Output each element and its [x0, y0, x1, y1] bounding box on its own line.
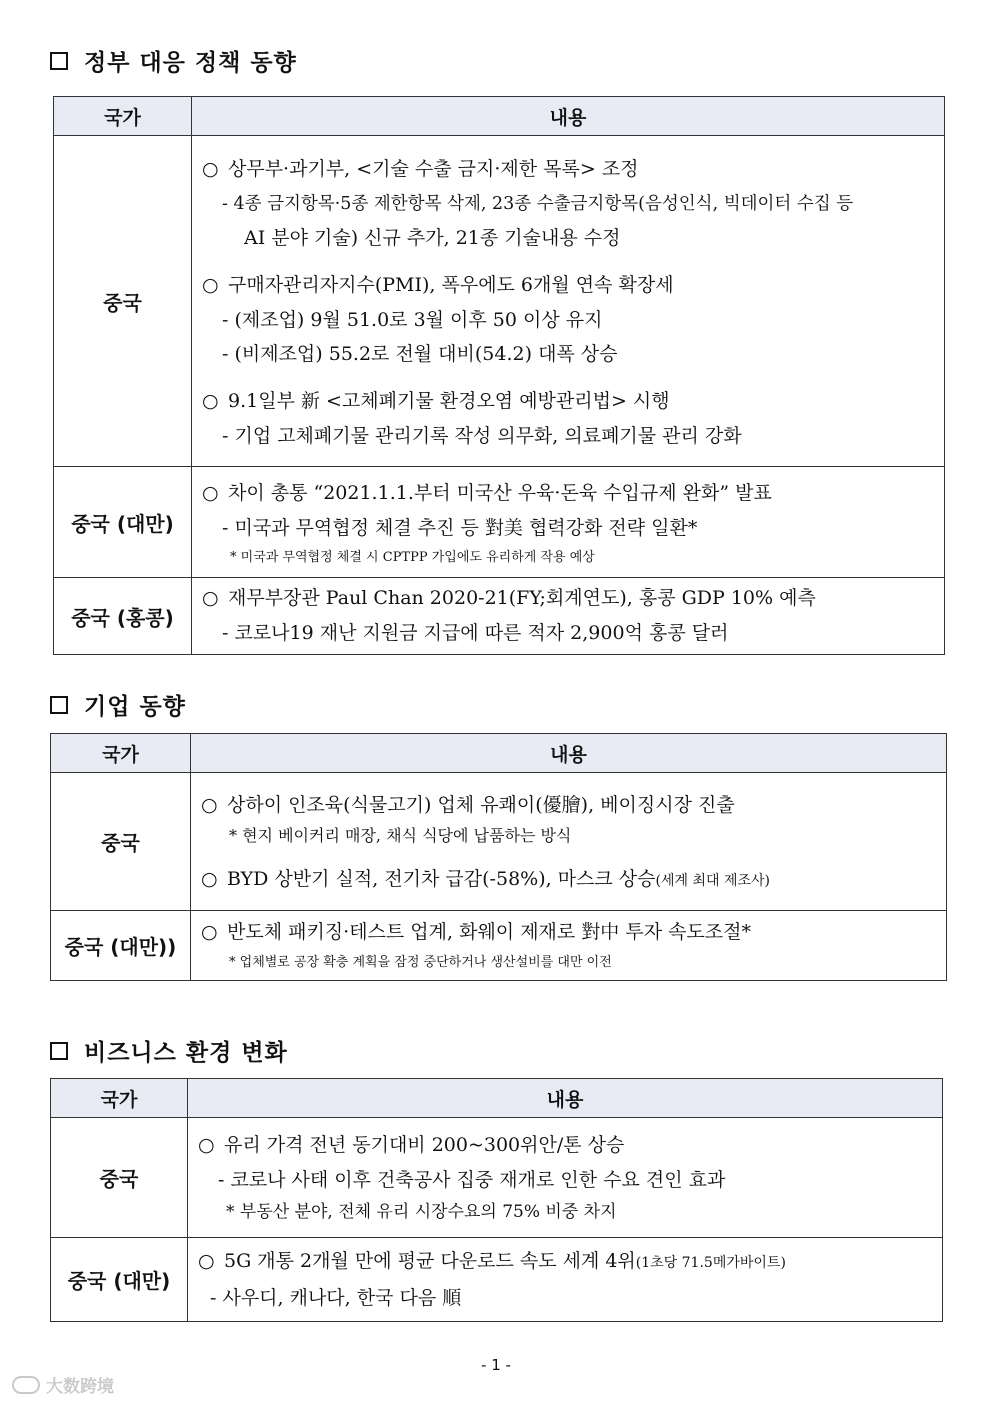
content-cell [192, 136, 945, 467]
circle-bullet-icon: ○ [198, 1133, 215, 1156]
header-content: 내용 [191, 734, 947, 773]
bullet-item: ○ 유리 가격 전년 동기대비 200~300위안/톤 상승 [198, 1129, 934, 1161]
dash-item: - 미국과 무역협정 체결 추진 등 對美 협력강화 전략 일환* [222, 517, 698, 539]
page-number: - 1 - [481, 1356, 511, 1374]
country-cell: 중국 [54, 136, 192, 467]
content-cell [191, 911, 947, 981]
bullet-item: ○ 상무부·과기부, <기술 수출 금지·제한 목록> 조정 [202, 153, 936, 185]
table-row [54, 136, 945, 467]
table-header-row [54, 97, 945, 136]
dash-item: - (비제조업) 55.2로 전월 대비(54.2) 대폭 상승 [222, 343, 618, 365]
circle-bullet-icon: ○ [202, 274, 219, 296]
country-cell: 중국 (대만) [51, 1238, 188, 1322]
circle-bullet-icon: ○ [201, 793, 218, 816]
section-title-business-environment [50, 1034, 288, 1067]
circle-bullet-icon: ○ [201, 920, 218, 943]
country-cell: 중국 [51, 773, 191, 911]
content-cell [188, 1238, 943, 1322]
table-row [54, 578, 945, 655]
country-cell: 중국 [51, 1118, 188, 1238]
header-country: 국가 [54, 97, 192, 136]
header-country: 국가 [51, 734, 191, 773]
content-cell [192, 578, 945, 655]
dash-item: - 코로나 사태 이후 건축공사 집중 재개로 인한 수요 견인 효과 [218, 1168, 726, 1191]
table-header-row [51, 734, 947, 773]
footnote: * 미국과 무역협정 체결 시 CPTPP 가입에도 유리하게 작용 예상 [230, 550, 595, 565]
dash-item: - 코로나19 재난 지원금 지급에 따른 적자 2,900억 홍콩 달러 [222, 622, 729, 644]
business-environment-table [50, 1078, 943, 1322]
table-row [51, 1238, 943, 1322]
footnote: * 업체별로 공장 확충 계획을 잠정 중단하거나 생산설비를 대만 이전 [229, 954, 612, 970]
header-content: 내용 [188, 1079, 943, 1118]
circle-bullet-icon: ○ [198, 1249, 215, 1272]
header-content: 내용 [192, 97, 945, 136]
country-cell: 중국 (대만) [54, 467, 192, 578]
dash-item-continued: AI 분야 기술) 신규 추가, 21종 기술내용 수정 [244, 227, 621, 249]
dash-item: - 사우디, 캐나다, 한국 다음 順 [210, 1286, 462, 1309]
section-title-text: 정부 대응 정책 동향 [84, 49, 297, 76]
bullet-item: ○ 상하이 인조육(식물고기) 업체 유쾌이(優膾), 베이징시장 진출 [201, 789, 938, 821]
content-cell [192, 467, 945, 578]
circle-bullet-icon: ○ [202, 158, 219, 180]
checkbox-square-icon [50, 696, 68, 714]
circle-bullet-icon: ○ [202, 390, 219, 412]
checkbox-square-icon [50, 52, 68, 70]
business-trends-table [50, 733, 947, 981]
table-header-row [51, 1079, 943, 1118]
government-policy-table [53, 96, 945, 655]
header-country: 국가 [51, 1079, 188, 1118]
bullet-item: ○ 5G 개통 2개월 만에 평균 다운로드 속도 세계 4위(1초당 71.5메가바이트) [198, 1245, 934, 1279]
content-cell [188, 1118, 943, 1238]
circle-bullet-icon: ○ [202, 482, 219, 504]
table-row [51, 773, 947, 911]
country-cell: 중국 (대만)) [51, 911, 191, 981]
watermark-text: 大数跨境 [46, 1377, 114, 1397]
bullet-item: ○ 구매자관리자지수(PMI), 폭우에도 6개월 연속 확장세 [202, 269, 936, 301]
bullet-item: ○ 재무부장관 Paul Chan 2020-21(FY;회계연도), 홍콩 GDP 10% 예측 [202, 582, 936, 614]
bullet-item: ○ BYD 상반기 실적, 전기차 급감(-58%), 마스크 상승(세계 최대 제조사) [201, 863, 938, 897]
bullet-item: ○ 9.1일부 新 <고체폐기물 환경오염 예방관리법> 시행 [202, 385, 936, 417]
bullet-item: ○ 반도체 패키징·테스트 업계, 화웨이 제재로 對中 투자 속도조절* [201, 916, 938, 948]
dash-item: - 4종 금지항목·5종 제한항목 삭제, 23종 수출금지항목(음성인식, 빅데이터 수집 등 [222, 194, 854, 214]
section-title-text: 기업 동향 [84, 693, 186, 720]
content-cell [191, 773, 947, 911]
checkbox-square-icon [50, 1042, 68, 1060]
circle-bullet-icon: ○ [202, 587, 219, 609]
circle-bullet-icon: ○ [201, 867, 218, 890]
footnote: * 현지 베이커리 매장, 채식 식당에 납품하는 방식 [229, 825, 572, 845]
watermark-logo-icon [12, 1376, 40, 1394]
dash-item: - 기업 고체폐기물 관리기록 작성 의무화, 의료폐기물 관리 강화 [222, 425, 742, 447]
table-row [54, 467, 945, 578]
section-title-government-policy [50, 44, 297, 77]
country-cell: 중국 (홍콩) [54, 578, 192, 655]
watermark [12, 1372, 114, 1397]
section-title-business-trends [50, 688, 186, 721]
bullet-item: ○ 차이 총통 “2021.1.1.부터 미국산 우육·돈육 수입규제 완화” 발표 [202, 477, 936, 509]
table-row [51, 911, 947, 981]
section-title-text: 비즈니스 환경 변화 [84, 1039, 288, 1066]
table-row [51, 1118, 943, 1238]
dash-item: - (제조업) 9월 51.0로 3월 이후 50 이상 유지 [222, 309, 603, 331]
footnote: * 부동산 분야, 전체 유리 시장수요의 75% 비중 차지 [226, 1201, 617, 1222]
